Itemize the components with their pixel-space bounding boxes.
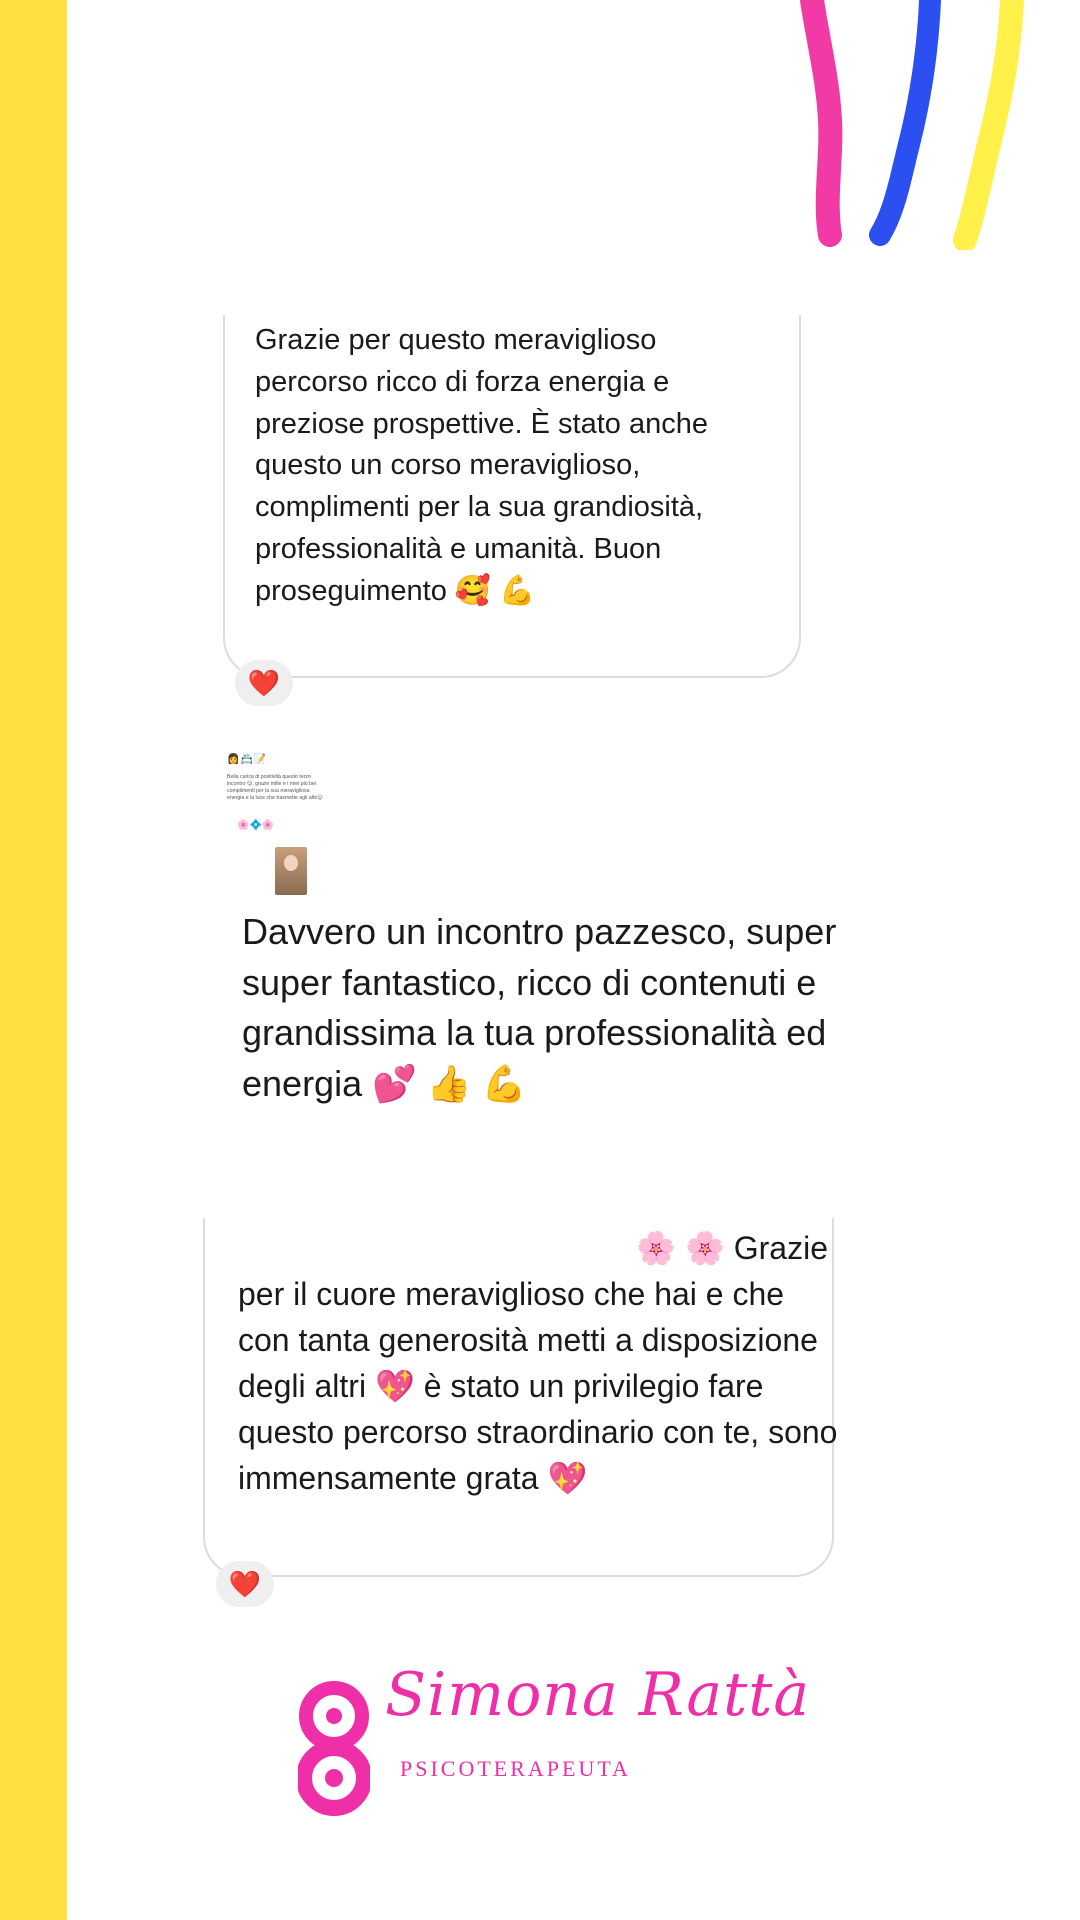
avatar <box>275 847 307 895</box>
logo-subtitle: PSICOTERAPEUTA <box>400 1756 631 1781</box>
pink-brush-stroke <box>812 0 830 235</box>
blue-brush-stroke <box>880 0 930 235</box>
message-text-2: Davvero un incontro pazzesco, super super fantastico, ricco di contenuti e grandissima la tua professionalità ed energia 💕 👍 💪 <box>242 911 837 1104</box>
logo-s-icon <box>298 1678 370 1818</box>
mini-message-text: Bella carica di positività questo terzo incontro 😊, grazie mille e i miei più bei complimenti per la sua meravigliosa energia e la luce che trasmette agli altri😊 <box>227 774 323 801</box>
heart-reaction-icon[interactable]: ❤️ <box>235 660 293 706</box>
yellow-side-bar <box>0 0 67 1920</box>
message-text-3-body: per il cuore meraviglioso che hai e che con tanta generosità metti a disposizione degli altri 💖 è stato un privilegio fare questo percorso straordinario con te, sono immensamente grata 💖 <box>238 1276 838 1496</box>
mini-flowers: 🌸💠🌸 <box>237 820 275 831</box>
message-text-3 <box>238 1225 838 1501</box>
mini-icons: 👩📇📝 <box>227 754 268 765</box>
mini-chat-screenshot <box>225 750 335 900</box>
yellow-brush-stroke <box>965 0 1012 240</box>
logo-name: Simona Rattà <box>385 1660 811 1730</box>
decorative-brush-strokes <box>800 0 1040 250</box>
message-text-1: Grazie per questo meraviglioso percorso ricco di forza energia e preziose prospettive. È stato anche questo un corso meraviglioso, complimenti per la sua grandiosità, professionalità e umanità. Buon proseguimento 🥰 💪 <box>255 324 708 607</box>
message-text-3-first-line: 🌸 🌸 Grazie <box>636 1230 828 1266</box>
heart-reaction-icon[interactable]: ❤️ <box>216 1561 274 1607</box>
